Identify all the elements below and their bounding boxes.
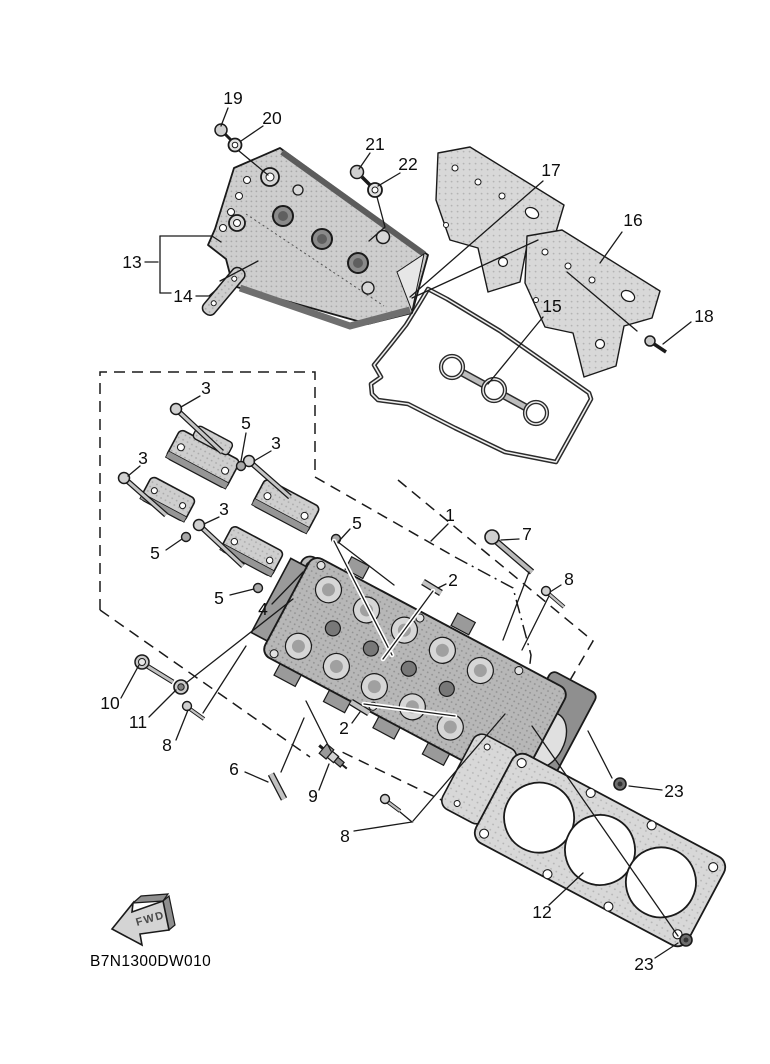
- callout-6[interactable]: 6: [229, 759, 239, 779]
- callout-19[interactable]: 19: [223, 88, 243, 108]
- callout-18[interactable]: 18: [694, 306, 714, 326]
- dowel-nut: [680, 934, 692, 946]
- camshaft-cap: [165, 418, 246, 489]
- callout-3[interactable]: 3: [219, 499, 229, 519]
- callout-8[interactable]: 8: [340, 826, 350, 846]
- callout-1[interactable]: 1: [445, 505, 455, 525]
- camshaft-cap: [252, 478, 321, 534]
- callout-5[interactable]: 5: [241, 413, 251, 433]
- cover-bolt-washer: [229, 139, 242, 152]
- cover-bolt: [351, 166, 371, 186]
- callout-2[interactable]: 2: [448, 570, 458, 590]
- flange-nut: [174, 680, 188, 694]
- callout-7[interactable]: 7: [522, 524, 532, 544]
- fwd-label: FWD: [134, 909, 167, 929]
- callout-14[interactable]: 14: [173, 286, 193, 306]
- callout-8[interactable]: 8: [162, 735, 172, 755]
- head-gasket: [431, 728, 729, 951]
- callout-16[interactable]: 16: [623, 210, 643, 230]
- gasket-plug-hole: [441, 356, 547, 424]
- head-side-bolt: [135, 655, 173, 682]
- callout-15[interactable]: 15: [542, 296, 562, 316]
- callout-21[interactable]: 21: [365, 134, 385, 154]
- callout-4[interactable]: 4: [258, 599, 268, 619]
- callout-5[interactable]: 5: [214, 588, 224, 608]
- callout-17[interactable]: 17: [541, 160, 561, 180]
- callout-9[interactable]: 9: [308, 786, 318, 806]
- callout-12[interactable]: 12: [532, 902, 552, 922]
- callout-3[interactable]: 3: [138, 448, 148, 468]
- callout-13[interactable]: 13: [122, 252, 142, 272]
- cover-bolt: [215, 124, 231, 140]
- callout-8[interactable]: 8: [564, 569, 574, 589]
- callout-11[interactable]: 11: [128, 712, 148, 732]
- callout-23[interactable]: 23: [664, 781, 684, 801]
- diagram-code: B7N1300DW010: [90, 953, 212, 970]
- dowel-pin: [254, 584, 263, 593]
- dowel-nut: [614, 778, 626, 790]
- cylinder-head-cover: [208, 148, 428, 326]
- fwd-arrow: [112, 894, 175, 945]
- callout-3[interactable]: 3: [201, 378, 211, 398]
- callout-3[interactable]: 3: [271, 433, 281, 453]
- callout-5[interactable]: 5: [150, 543, 160, 563]
- callout-22[interactable]: 22: [398, 154, 418, 174]
- callout-20[interactable]: 20: [262, 108, 282, 128]
- dowel-pin: [182, 533, 191, 542]
- dowel-pin-long: [271, 774, 284, 799]
- callout-23[interactable]: 23: [634, 954, 654, 974]
- dowel-pin: [237, 462, 246, 471]
- callout-2[interactable]: 2: [339, 718, 349, 738]
- callout-5[interactable]: 5: [352, 513, 362, 533]
- spark-plug: [315, 741, 350, 773]
- flange-bolt: [381, 795, 401, 812]
- callout-10[interactable]: 10: [100, 693, 120, 713]
